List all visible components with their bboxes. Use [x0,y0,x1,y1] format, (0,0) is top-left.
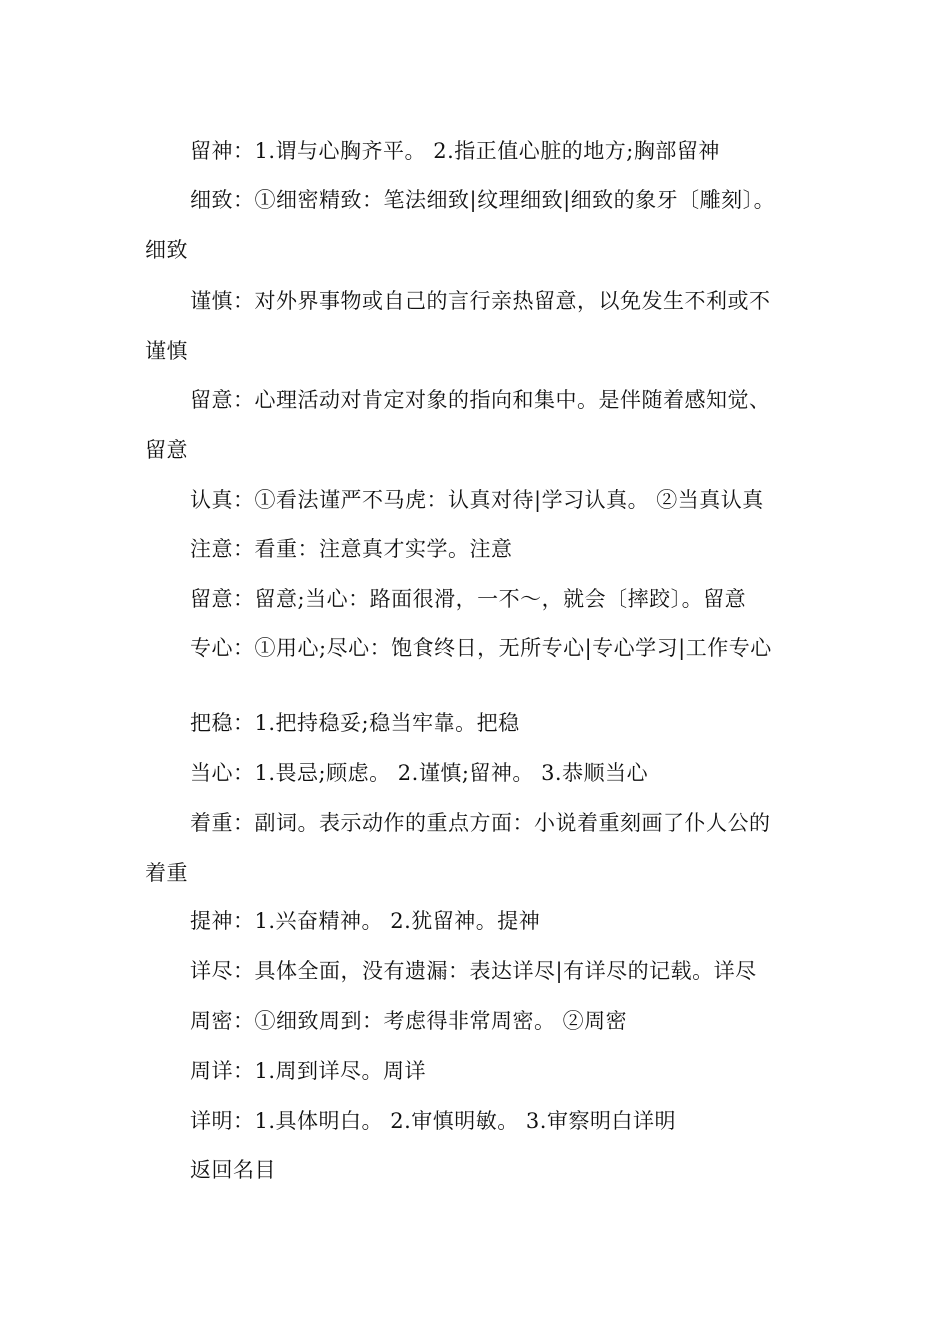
entry-xizhi-continuation: 细致 [145,238,188,262]
entry-zhoumi: 周密：①细致周到：考虑得非常周密。 ②周密 [190,1009,628,1033]
entry-zhouxiang: 周详：1.周到详尽。周详 [190,1059,427,1083]
entry-jinshen-continuation: 谨慎 [145,339,188,363]
entry-xiangming: 详明：1.具体明白。 2.审慎明敏。 3.审察明白详明 [190,1109,676,1133]
entry-liushen: 留神：1.谓与心胸齐平。 2.指正值心脏的地方;胸部留神 [190,139,720,163]
entry-liuyi-1: 留意：心理活动对肯定对象的指向和集中。是伴随着感知觉、 [190,388,771,412]
entry-xizhi: 细致：①细密精致：笔法细致|纹理细致|细致的象牙〔雕刻〕。 [190,188,776,212]
entry-liuyi-1-continuation: 留意 [145,438,188,462]
entry-renzhen: 认真：①看法谨严不马虎：认真对待|学习认真。 ②当真认真 [190,488,764,512]
entry-zhuozhong: 着重：副词。表示动作的重点方面：小说着重刻画了仆人公的 [190,811,771,835]
entry-zhuanxin: 专心：①用心;尽心：饱食终日，无所专心|专心学习|工作专心 [190,636,772,660]
entry-jinshen: 谨慎：对外界事物或自己的言行亲热留意，以免发生不利或不 [190,289,771,313]
entry-dangxin: 当心：1.畏忌;顾虑。 2.谨慎;留神。 3.恭顺当心 [190,761,649,785]
entry-zhuyi: 注意：看重：注意真才实学。注意 [190,537,513,561]
back-to-contents-link[interactable]: 返回名目 [190,1158,276,1182]
entry-xiangjin: 详尽：具体全面，没有遗漏：表达详尽|有详尽的记载。详尽 [190,959,757,983]
entry-bawen: 把稳：1.把持稳妥;稳当牢靠。把稳 [190,711,520,735]
entry-tishen: 提神：1.兴奋精神。 2.犹留神。提神 [190,909,541,933]
entry-liuyi-2: 留意：留意;当心：路面很滑，一不～，就会〔摔跤〕。留意 [190,587,747,611]
entry-zhuozhong-continuation: 着重 [145,861,188,885]
